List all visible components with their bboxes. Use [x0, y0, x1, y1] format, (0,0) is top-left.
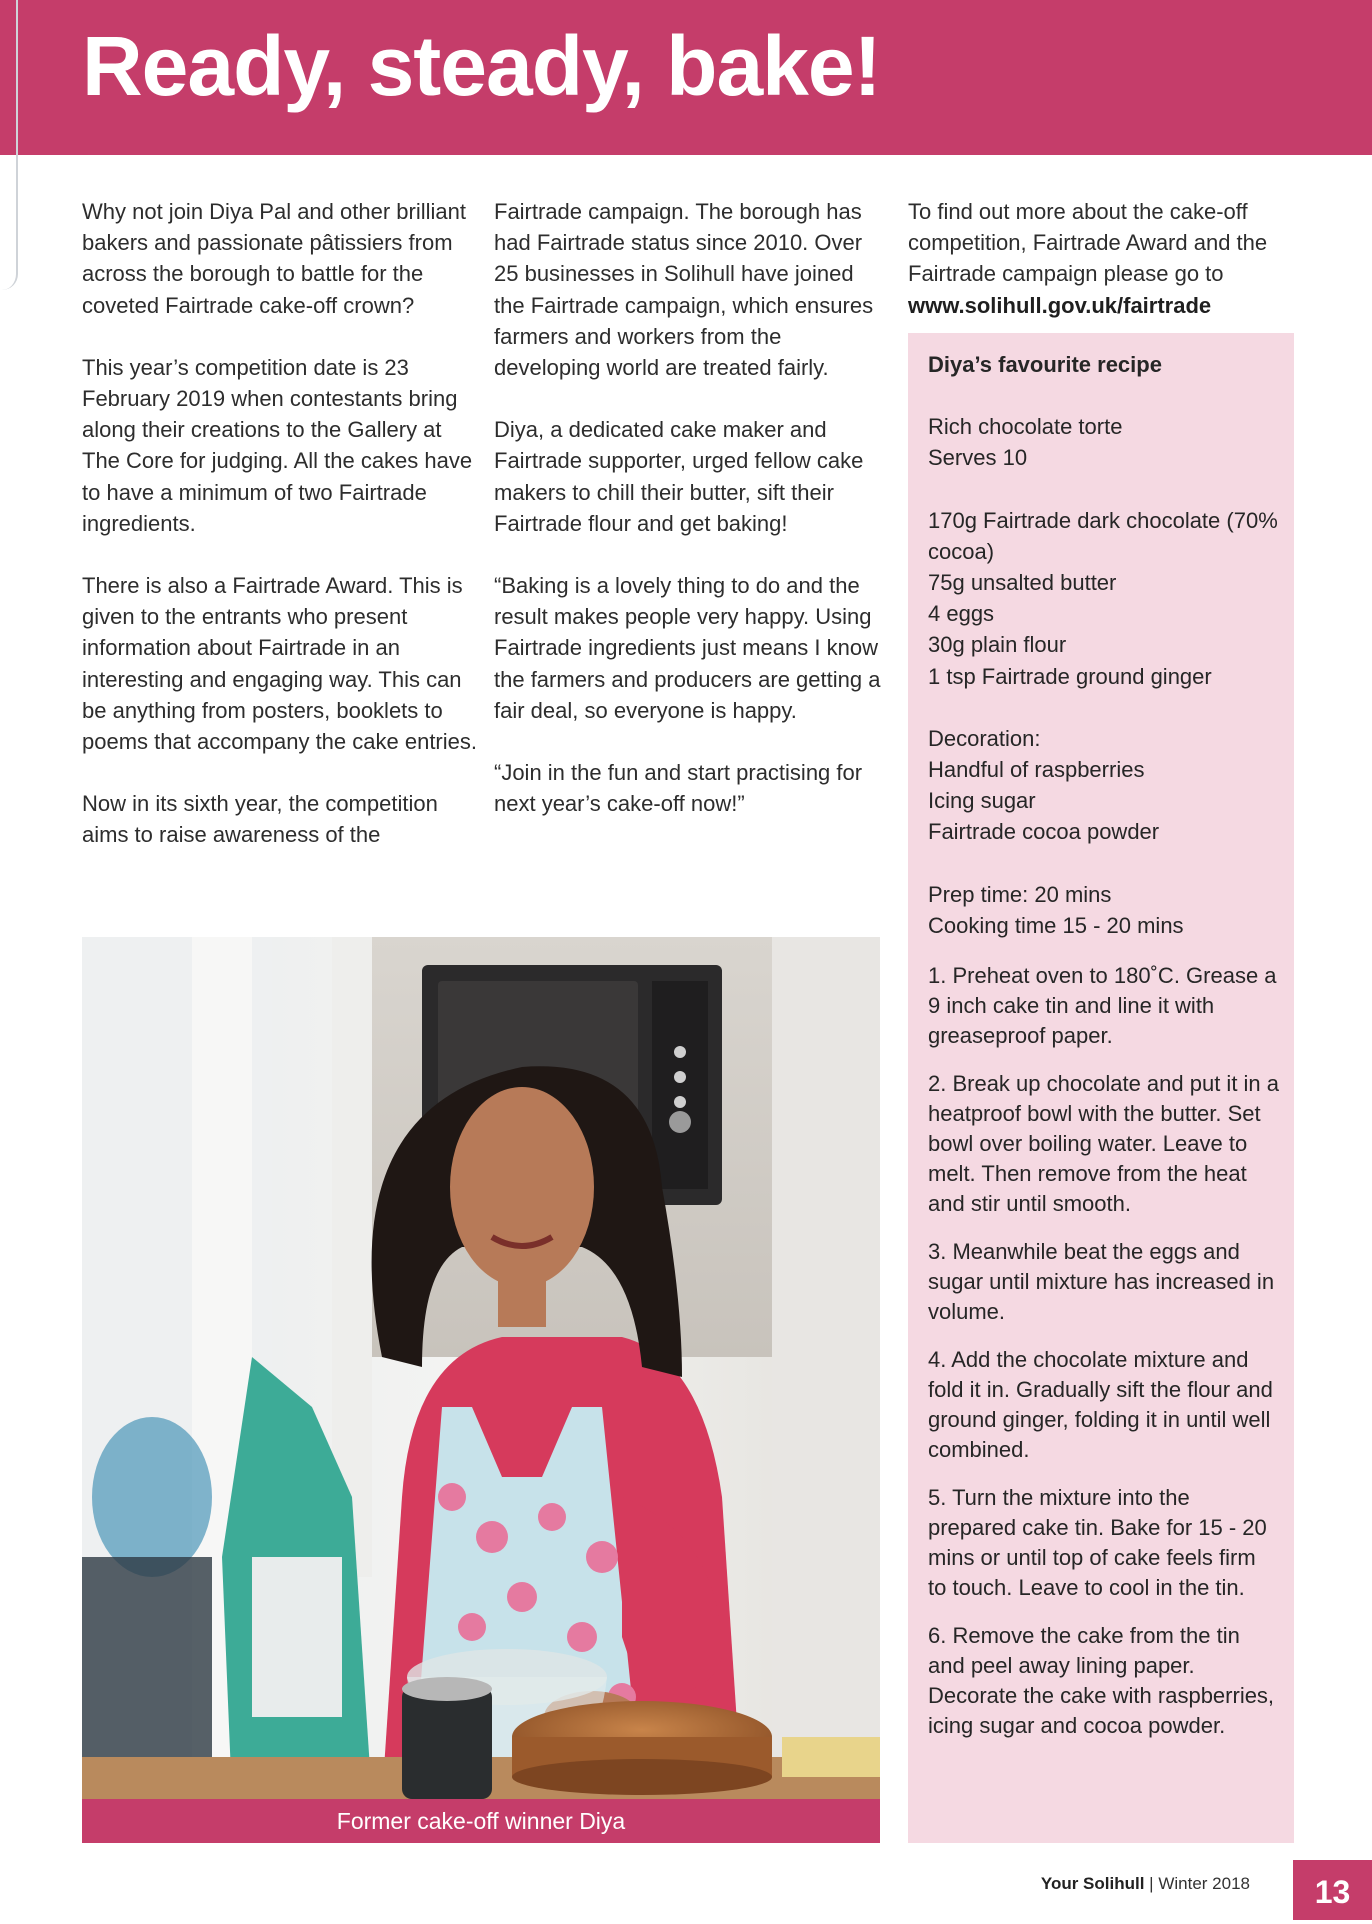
decoration-list [928, 723, 1280, 848]
decoration-label: Decoration: [928, 725, 1041, 751]
recipe-step: 6. Remove the cake from the tin and peel away lining paper. Decorate the cake with raspberries, icing sugar and cocoa powder. [928, 1623, 1275, 1739]
title-banner [0, 0, 1372, 155]
baker-photo [82, 937, 880, 1799]
decoration-item: Handful of raspberries [928, 757, 1145, 783]
recipe-step: 4. Add the chocolate mixture and fold it in. Gradually sift the flour and ground ginger, folding it in until well combined. [928, 1347, 1273, 1463]
more-info-text: To find out more about the cake-off competition, Fairtrade Award and the Fairtrade campaign please go to [908, 199, 1268, 287]
article-column-1 [82, 196, 477, 882]
page-number: 13 [1293, 1860, 1372, 1920]
recipe-box [908, 333, 1294, 1843]
article-column-3 [908, 196, 1298, 321]
page-title: Ready, steady, bake! [82, 19, 881, 113]
footer-separator: | [1144, 1874, 1159, 1893]
recipe-step: 1. Preheat oven to 180˚C. Grease a 9 inch cake tin and line it with greaseproof paper. [928, 963, 1277, 1049]
paragraph: Now in its sixth year, the competition aims to raise awareness of the [82, 791, 438, 848]
decoration-item: Fairtrade cocoa powder [928, 819, 1160, 845]
paragraph: Diya, a dedicated cake maker and Fairtrade supporter, urged fellow cake makers to chill their butter, sift their Fairtrade flour and get baking! [494, 417, 864, 536]
recipe-step: 2. Break up chocolate and put it in a heatproof bowl with the butter. Set bowl over boiling water. Leave to melt. Then remove from the heat and stir until smooth. [928, 1071, 1280, 1217]
prep-time: Prep time: 20 mins [928, 881, 1112, 907]
article-column-2 [494, 196, 886, 850]
decoration-item: Icing sugar [928, 788, 1036, 814]
paragraph: Fairtrade campaign. The borough has had Fairtrade status since 2010. Over 25 businesses in Solihull have joined the Fairtrade campaign, which ensures farmers and workers from the developing world are treated fairly. [494, 199, 874, 381]
baker-photo-illustration [82, 937, 880, 1799]
fairtrade-link[interactable]: www.solihull.gov.uk/fairtrade [908, 292, 1212, 318]
publication-name: Your Solihull [1040, 1874, 1145, 1893]
paragraph: This year’s competition date is 23 February 2019 when contestants bring along their creations to the Gallery at The Core for judging. All the cakes have to have a minimum of two Fairtrade ingredients. [82, 354, 473, 536]
ingredients-list [928, 505, 1280, 692]
ingredient: 30g plain flour [928, 632, 1067, 658]
recipe-step: 5. Turn the mixture into the prepared cake tin. Bake for 15 - 20 mins or until top of cake feels firm to touch. Leave to cool in the tin. [928, 1485, 1267, 1601]
ingredient: 4 eggs [928, 601, 995, 627]
recipe-serves: Serves 10 [928, 445, 1028, 471]
recipe-name: Rich chocolate torte [928, 414, 1123, 440]
issue-date: Winter 2018 [1158, 1874, 1250, 1893]
recipe-heading: Diya’s favourite recipe [928, 352, 1162, 377]
cooking-time: Cooking time 15 - 20 mins [928, 912, 1184, 938]
quote-paragraph: “Baking is a lovely thing to do and the result makes people very happy. Using Fairtrade ingredients just means I know the farmers and producers are getting a fair deal, so everyone is happy. [494, 573, 881, 723]
ingredient: 170g Fairtrade dark chocolate (70% cocoa) [928, 507, 1278, 564]
recipe-step: 3. Meanwhile beat the eggs and sugar until mixture has increased in volume. [928, 1239, 1275, 1325]
page-binding-edge [0, 0, 18, 290]
paragraph: There is also a Fairtrade Award. This is given to the entrants who present information about Fairtrade in an interesting and engaging way. This can be anything from posters, booklets to poems that accompany the cake entries. [82, 573, 477, 755]
ingredient: 75g unsalted butter [928, 570, 1117, 596]
ingredient: 1 tsp Fairtrade ground ginger [928, 663, 1212, 689]
photo-caption: Former cake-off winner Diya [82, 1799, 880, 1843]
quote-paragraph: “Join in the fun and start practising for next year’s cake-off now!” [494, 760, 863, 817]
paragraph: Why not join Diya Pal and other brilliant bakers and passionate pâtissiers from across the borough to battle for the coveted Fairtrade cake-off crown? [82, 199, 466, 318]
footer-publication [1041, 1874, 1250, 1894]
